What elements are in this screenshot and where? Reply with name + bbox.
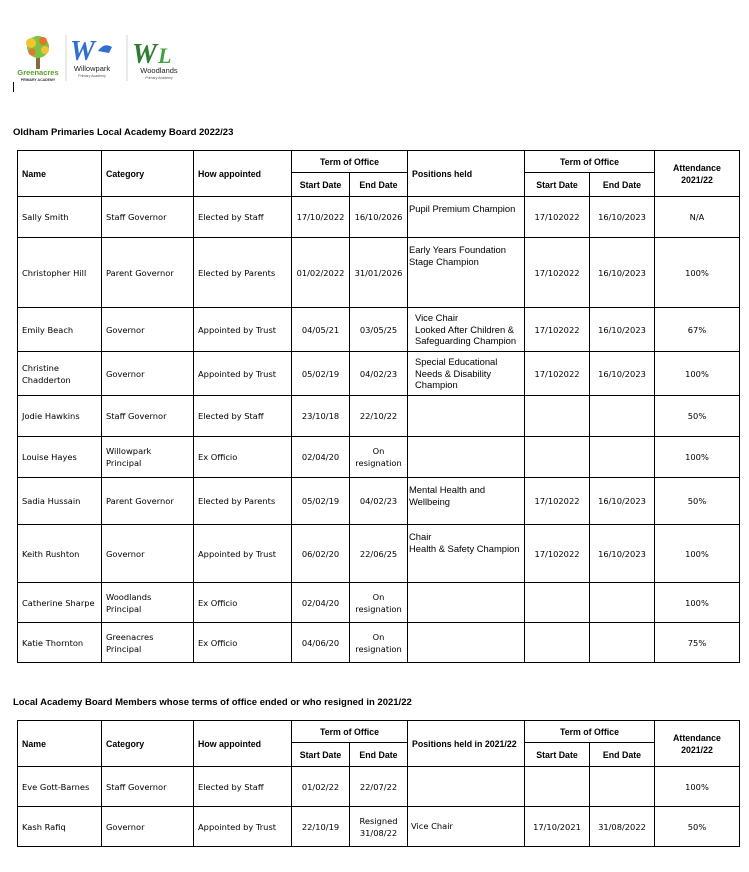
position-start-date: [525, 396, 590, 437]
position-start-date: 17/102022: [525, 352, 590, 396]
member-category: Staff Governor: [102, 767, 194, 807]
term-start-date: 05/02/19: [292, 352, 350, 396]
table-row: [18, 197, 740, 238]
member-category: Woodlands Principal: [102, 583, 194, 623]
svg-text:W: W: [132, 39, 157, 70]
term-end-date: On resignation: [350, 437, 408, 478]
past-members-table: [17, 720, 740, 847]
member-name: Keith Rushton: [18, 525, 102, 583]
term-start-date: 22/10/19: [292, 807, 350, 847]
term-end-date: 22/10/22: [350, 396, 408, 437]
attendance: 100%: [655, 767, 740, 807]
positions-held: [408, 767, 525, 807]
term-start-date: 06/02/20: [292, 525, 350, 583]
col-positions-term-header: Term of Office: [525, 151, 655, 173]
member-name: Jodie Hawkins: [18, 396, 102, 437]
term-end-date: On resignation: [350, 623, 408, 663]
col-start-date-header: Start Date: [292, 743, 350, 767]
positions-held: [408, 396, 525, 437]
attendance: 100%: [655, 525, 740, 583]
table-row: [18, 807, 740, 847]
member-category: Parent Governor: [102, 238, 194, 308]
position-start-date: 17/102022: [525, 525, 590, 583]
member-category: Governor: [102, 352, 194, 396]
term-end-date: Resigned 31/08/22: [350, 807, 408, 847]
col-category-header: Category: [102, 721, 194, 767]
position-start-date: 17/102022: [525, 238, 590, 308]
attendance: 67%: [655, 308, 740, 352]
attendance: 50%: [655, 807, 740, 847]
member-category: Staff Governor: [102, 197, 194, 238]
attendance: 50%: [655, 396, 740, 437]
term-start-date: 23/10/18: [292, 396, 350, 437]
position-end-date: 16/10/2023: [590, 308, 655, 352]
attendance: 100%: [655, 352, 740, 396]
positions-held: Mental Health and Wellbeing: [408, 478, 525, 525]
member-name: Christine Chadderton: [18, 352, 102, 396]
woodlands-logo-sub: Primary Academy: [145, 76, 173, 80]
how-appointed: Appointed by Trust: [194, 525, 292, 583]
text-cursor: [13, 82, 14, 92]
how-appointed: Appointed by Trust: [194, 308, 292, 352]
position-start-date: 17/102022: [525, 197, 590, 238]
member-category: Parent Governor: [102, 478, 194, 525]
willowpark-logo-sub: Primary Academy: [78, 74, 106, 78]
position-start-date: 17/102022: [525, 308, 590, 352]
position-start-date: [525, 583, 590, 623]
term-start-date: 01/02/2022: [292, 238, 350, 308]
position-start-date: [525, 437, 590, 478]
col-attendance-header: Attendance 2021/22: [655, 721, 740, 767]
col-start-date-header: Start Date: [292, 173, 350, 197]
positions-held: Vice Chair: [408, 807, 525, 847]
table-row: [18, 623, 740, 663]
table-row: [18, 308, 740, 352]
greenacres-logo: [17, 36, 58, 82]
table-row: [18, 583, 740, 623]
col-term-of-office-header: Term of Office: [292, 721, 408, 743]
col-end-date-header: End Date: [350, 173, 408, 197]
col-how-appointed-header: How appointed: [194, 721, 292, 767]
col-positions-term-header: Term of Office: [525, 721, 655, 743]
member-category: Governor: [102, 308, 194, 352]
table-row: [18, 352, 740, 396]
attendance: 100%: [655, 238, 740, 308]
positions-held: Early Years Foundation Stage Champion: [408, 238, 525, 308]
positions-held: Pupil Premium Champion: [408, 197, 525, 238]
how-appointed: Ex Officio: [194, 583, 292, 623]
current-board-title: Oldham Primaries Local Academy Board 2022/23: [13, 127, 234, 138]
past-members-title: Local Academy Board Members whose terms of office ended or who resigned in 2021/22: [13, 697, 412, 708]
position-end-date: 31/08/2022: [590, 807, 655, 847]
member-category: Willowpark Principal: [102, 437, 194, 478]
term-end-date: On resignation: [350, 583, 408, 623]
col-term-of-office-header: Term of Office: [292, 151, 408, 173]
member-name: Eve Gott-Barnes: [18, 767, 102, 807]
how-appointed: Elected by Parents: [194, 238, 292, 308]
member-name: Katie Thornton: [18, 623, 102, 663]
term-start-date: 17/10/2022: [292, 197, 350, 238]
table-row: [18, 525, 740, 583]
table-row: [18, 767, 740, 807]
positions-held: [408, 583, 525, 623]
term-start-date: 01/02/22: [292, 767, 350, 807]
positions-held: [408, 437, 525, 478]
term-end-date: 16/10/2026: [350, 197, 408, 238]
greenacres-logo-name: Greenacres: [17, 68, 59, 77]
member-category: Governor: [102, 807, 194, 847]
positions-held: Chair Health & Safety Champion: [408, 525, 525, 583]
member-category: Staff Governor: [102, 396, 194, 437]
term-end-date: 03/05/25: [350, 308, 408, 352]
svg-text:W: W: [70, 36, 95, 67]
positions-held: Special Educational Needs & Disability Champion: [408, 352, 525, 396]
position-end-date: 16/10/2023: [590, 525, 655, 583]
position-end-date: 16/10/2023: [590, 352, 655, 396]
term-end-date: 04/02/23: [350, 478, 408, 525]
member-name: Sadia Hussain: [18, 478, 102, 525]
col-name-header: Name: [18, 151, 102, 197]
current-board-table: [17, 150, 740, 663]
position-end-date: 16/10/2023: [590, 238, 655, 308]
attendance: 100%: [655, 583, 740, 623]
col-position-end-header: End Date: [590, 173, 655, 197]
position-start-date: [525, 623, 590, 663]
member-name: Catherine Sharpe: [18, 583, 102, 623]
term-end-date: 04/02/23: [350, 352, 408, 396]
term-start-date: 02/04/20: [292, 583, 350, 623]
col-positions-header: Positions held in 2021/22: [408, 721, 525, 767]
how-appointed: Ex Officio: [194, 623, 292, 663]
position-end-date: [590, 437, 655, 478]
term-start-date: 02/04/20: [292, 437, 350, 478]
col-how-appointed-header: How appointed: [194, 151, 292, 197]
member-category: Governor: [102, 525, 194, 583]
attendance: 50%: [655, 478, 740, 525]
member-name: Christopher Hill: [18, 238, 102, 308]
col-position-start-header: Start Date: [525, 173, 590, 197]
position-end-date: 16/10/2023: [590, 478, 655, 525]
term-end-date: 22/07/22: [350, 767, 408, 807]
term-end-date: 31/01/2026: [350, 238, 408, 308]
attendance: 75%: [655, 623, 740, 663]
position-end-date: 16/10/2023: [590, 197, 655, 238]
member-name: Emily Beach: [18, 308, 102, 352]
col-end-date-header: End Date: [350, 743, 408, 767]
position-end-date: [590, 583, 655, 623]
woodlands-logo: [132, 39, 178, 80]
col-category-header: Category: [102, 151, 194, 197]
member-name: Kash Rafiq: [18, 807, 102, 847]
how-appointed: Appointed by Trust: [194, 352, 292, 396]
position-end-date: [590, 767, 655, 807]
how-appointed: Elected by Parents: [194, 478, 292, 525]
willowpark-logo-name: Willowpark: [73, 64, 111, 73]
position-start-date: 17/10/2021: [525, 807, 590, 847]
member-name: Sally Smith: [18, 197, 102, 238]
svg-text:L: L: [158, 43, 172, 68]
term-start-date: 05/02/19: [292, 478, 350, 525]
how-appointed: Appointed by Trust: [194, 807, 292, 847]
greenacres-logo-sub: PRIMARY ACADEMY: [20, 78, 56, 82]
table-row: [18, 396, 740, 437]
academy-logos: [12, 33, 190, 83]
table-row: [18, 437, 740, 478]
how-appointed: Elected by Staff: [194, 767, 292, 807]
how-appointed: Elected by Staff: [194, 396, 292, 437]
attendance: 100%: [655, 437, 740, 478]
willowpark-logo: [70, 36, 112, 78]
table-row: [18, 478, 740, 525]
position-end-date: [590, 396, 655, 437]
col-name-header: Name: [18, 721, 102, 767]
col-position-start-header: Start Date: [525, 743, 590, 767]
woodlands-logo-name: Woodlands: [140, 66, 178, 75]
col-attendance-header: Attendance 2021/22: [655, 151, 740, 197]
term-start-date: 04/05/21: [292, 308, 350, 352]
term-end-date: 22/06/25: [350, 525, 408, 583]
member-category: Greenacres Principal: [102, 623, 194, 663]
col-positions-header: Positions held: [408, 151, 525, 197]
position-start-date: [525, 767, 590, 807]
col-position-end-header: End Date: [590, 743, 655, 767]
position-start-date: 17/102022: [525, 478, 590, 525]
how-appointed: Ex Officio: [194, 437, 292, 478]
position-end-date: [590, 623, 655, 663]
term-start-date: 04/06/20: [292, 623, 350, 663]
attendance: N/A: [655, 197, 740, 238]
positions-held: [408, 623, 525, 663]
table-row: [18, 238, 740, 308]
how-appointed: Elected by Staff: [194, 197, 292, 238]
positions-held: Vice Chair Looked After Children & Safeguarding Champion: [408, 308, 525, 352]
member-name: Louise Hayes: [18, 437, 102, 478]
